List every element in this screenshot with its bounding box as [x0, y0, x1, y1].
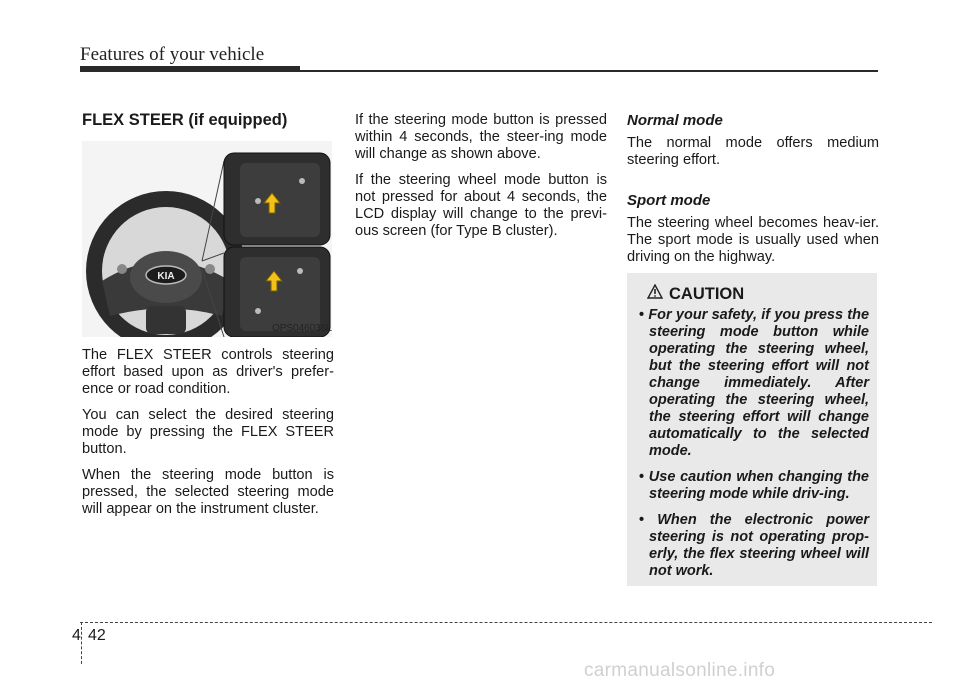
caution-list: [639, 307, 869, 589]
chapter-number: 4: [72, 627, 81, 644]
column-3: [627, 112, 879, 275]
svg-text:KIA: KIA: [157, 271, 175, 282]
caution-item: • When the electronic power steering is not operating prop-erly, the flex steering wheel will not work.: [639, 512, 870, 579]
steering-wheel-illustration: [82, 141, 332, 337]
page-header-title: Features of your vehicle: [80, 44, 265, 65]
paragraph: If the steering wheel mode button is not pressed for about 4 seconds, the LCD display will change to the previ-ous screen (for Type B cluster).: [355, 172, 607, 239]
caution-box: [627, 273, 877, 586]
column-1: [82, 112, 334, 527]
column-2: [355, 112, 607, 249]
sport-mode-text: The steering wheel becomes heav-ier. The sport mode is usually used when driving on the highway.: [627, 215, 879, 265]
footer-divider: [81, 622, 82, 664]
footer-rule: [80, 622, 932, 623]
watermark: carmanualsonline.info: [584, 660, 776, 681]
paragraph: When the steering mode button is pressed, the selected steering mode will appear on the instrument cluster.: [82, 467, 334, 517]
warning-triangle-icon: [647, 284, 669, 304]
caution-item: • Use caution when changing the steering mode while driv-ing.: [639, 469, 869, 502]
paragraph: If the steering mode button is pressed within 4 seconds, the steer-ing mode will change as shown above.: [355, 112, 607, 162]
normal-mode-text: The normal mode offers medium steering effort.: [627, 135, 879, 168]
page-number: 42: [88, 627, 106, 644]
section-heading: FLEX STEER (if equipped): [82, 111, 288, 129]
steering-wheel-figure: [82, 141, 332, 337]
header-rule-thick: [80, 66, 300, 72]
paragraph: You can select the desired steering mode by pressing the FLEX STEER button.: [82, 407, 334, 457]
header-rule-thin: [300, 70, 878, 72]
button-inset-top-icon: [224, 153, 330, 245]
sport-mode-heading: Sport mode: [627, 192, 711, 209]
caution-title: CAUTION: [647, 284, 744, 304]
paragraph: The FLEX STEER controls steering effort based upon as driver's prefer-ence or road condition.: [82, 347, 334, 397]
normal-mode-heading: Normal mode: [627, 112, 723, 129]
caution-item: • For your safety, if you press the steering mode button while operating the steering wheel, but the steering effort will not change immediately. After operating the steering wheel, the steering effort will change automatically to the selected mode.: [639, 307, 870, 459]
figure-code: OPS046036L: [271, 323, 332, 334]
